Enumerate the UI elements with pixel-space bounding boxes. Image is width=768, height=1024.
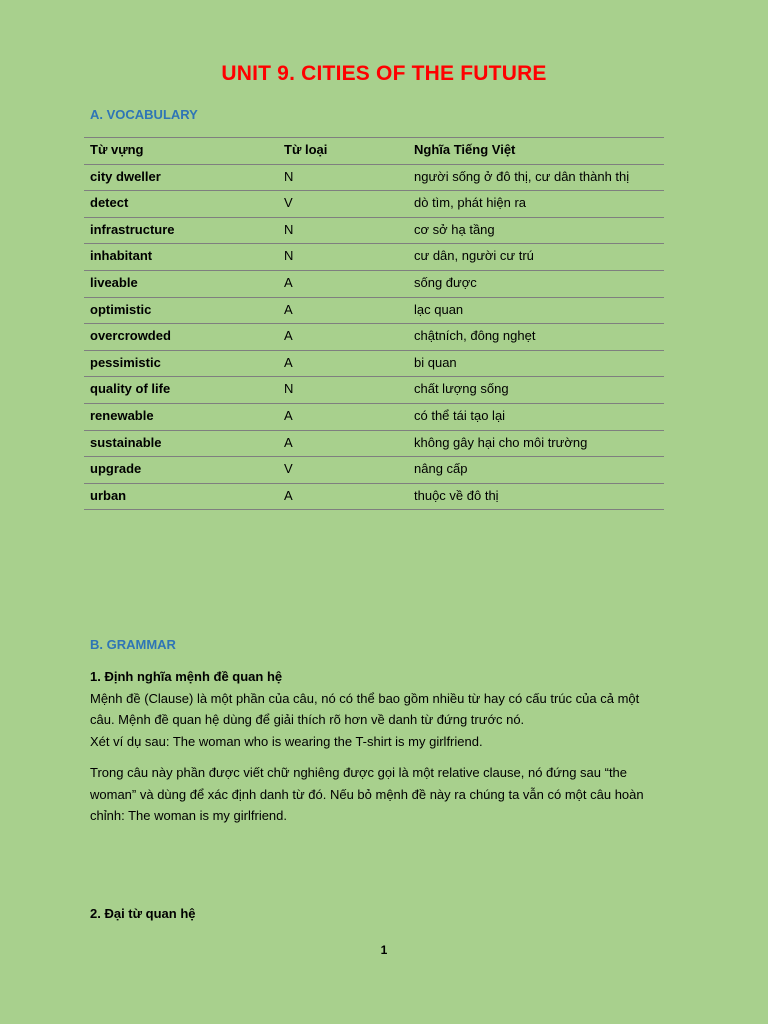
vocab-meaning: thuộc về đô thị xyxy=(408,483,664,510)
column-header-meaning: Nghĩa Tiếng Việt xyxy=(408,138,664,165)
vocab-meaning: người sống ở đô thị, cư dân thành thị xyxy=(408,164,664,191)
vocab-meaning: chất lượng sống xyxy=(408,377,664,404)
vocab-pos: N xyxy=(278,377,408,404)
page-number: 1 xyxy=(380,943,388,957)
grammar-explanation-paragraph xyxy=(90,762,690,827)
vocab-word: infrastructure xyxy=(84,217,278,244)
table-row xyxy=(84,191,664,218)
page-title: UNIT 9. CITIES OF THE FUTURE xyxy=(221,62,547,85)
vocab-word: quality of life xyxy=(84,377,278,404)
table-header-row xyxy=(84,138,664,165)
table-row xyxy=(84,377,664,404)
column-header-word: Từ vựng xyxy=(84,138,278,165)
vocab-word: optimistic xyxy=(84,297,278,324)
paragraph-line: Trong câu này phần được viết chữ nghiêng được gọi là một relative clause, nó đứng sau “the xyxy=(90,765,628,780)
paragraph-line: Mệnh đề (Clause) là một phần của câu, nó có thể bao gồm nhiều từ hay có cấu trúc của cả một xyxy=(90,690,640,706)
table-row xyxy=(84,324,664,351)
paragraph-line: woman” và dùng để xác định danh từ đó. Nếu bỏ mệnh đề này ra chúng ta vẫn có một câu hoàn xyxy=(90,786,644,802)
vocab-meaning: chậtních, đông nghẹt xyxy=(408,324,664,351)
table-row xyxy=(84,217,664,244)
vocab-word: overcrowded xyxy=(84,324,278,351)
vocab-word: inhabitant xyxy=(84,244,278,271)
vocab-meaning: bi quan xyxy=(408,350,664,377)
table-row xyxy=(84,164,664,191)
vocab-word: urban xyxy=(84,483,278,510)
vocab-meaning: sống được xyxy=(408,270,664,297)
column-header-pos: Từ loại xyxy=(278,138,408,165)
vocab-pos: A xyxy=(278,403,408,430)
table-row xyxy=(84,350,664,377)
vocab-meaning: nâng cấp xyxy=(408,457,664,484)
table-row xyxy=(84,483,664,510)
vocab-pos: A xyxy=(278,270,408,297)
vocab-meaning: lạc quan xyxy=(408,297,664,324)
table-row xyxy=(84,297,664,324)
vocab-pos: A xyxy=(278,430,408,457)
paragraph-line: Xét ví dụ sau: The woman who is wearing the T-shirt is my girlfriend. xyxy=(90,733,483,749)
vocab-word: renewable xyxy=(84,403,278,430)
grammar-subheading-1: 1. Định nghĩa mệnh đề quan hệ xyxy=(90,669,283,684)
paragraph-line: câu. Mệnh đề quan hệ dùng để giải thích rõ hơn về danh từ đứng trước nó. xyxy=(90,712,525,727)
vocab-pos: V xyxy=(278,457,408,484)
vocab-meaning: cư dân, người cư trú xyxy=(408,244,664,271)
vocab-word: city dweller xyxy=(84,164,278,191)
vocab-word: upgrade xyxy=(84,457,278,484)
vocab-word: pessimistic xyxy=(84,350,278,377)
grammar-definition-block xyxy=(90,666,690,752)
table-row xyxy=(84,430,664,457)
vocab-pos: A xyxy=(278,297,408,324)
vocab-word: liveable xyxy=(84,270,278,297)
vocab-pos: A xyxy=(278,483,408,510)
vocabulary-heading: A. VOCABULARY xyxy=(90,107,198,122)
vocab-word: sustainable xyxy=(84,430,278,457)
vocab-meaning: cơ sở hạ tầng xyxy=(408,217,664,244)
paragraph-line: chỉnh: The woman is my girlfriend. xyxy=(90,808,288,823)
vocab-pos: V xyxy=(278,191,408,218)
table-row xyxy=(84,403,664,430)
vocab-pos: N xyxy=(278,164,408,191)
table-row xyxy=(84,457,664,484)
vocab-word: detect xyxy=(84,191,278,218)
grammar-heading: B. GRAMMAR xyxy=(90,637,176,652)
vocab-pos: N xyxy=(278,217,408,244)
vocab-meaning: có thể tái tạo lại xyxy=(408,403,664,430)
vocab-pos: N xyxy=(278,244,408,271)
table-row xyxy=(84,244,664,271)
table-row xyxy=(84,270,664,297)
vocab-meaning: dò tìm, phát hiện ra xyxy=(408,191,664,218)
vocab-pos: A xyxy=(278,324,408,351)
vocab-pos: A xyxy=(278,350,408,377)
vocab-meaning: không gây hại cho môi trường xyxy=(408,430,664,457)
grammar-subheading-2: 2. Đại từ quan hệ xyxy=(90,906,196,921)
vocabulary-table xyxy=(84,137,664,510)
